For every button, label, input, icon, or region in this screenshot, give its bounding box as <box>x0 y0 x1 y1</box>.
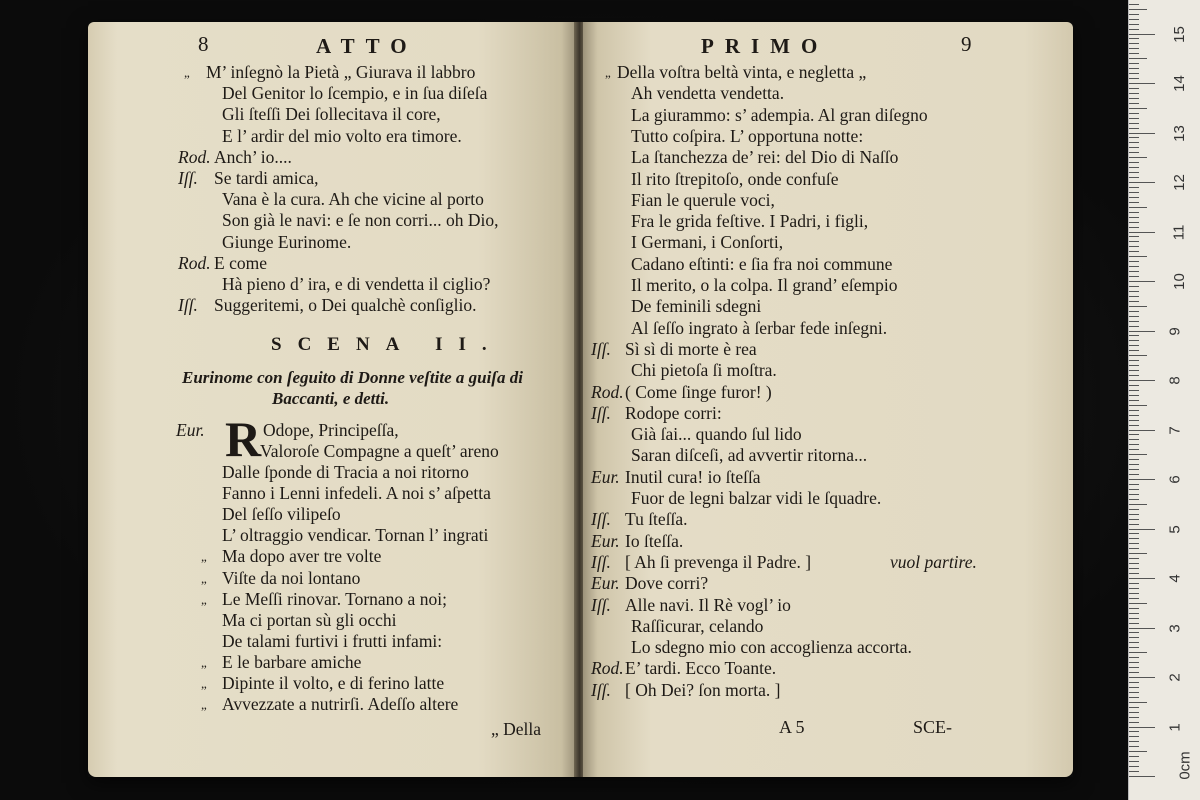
text-line: Del Genitor lo ſcempio, e in ſua diſeſa <box>222 83 488 104</box>
ruler-tick <box>1129 603 1147 604</box>
ruler-tick <box>1129 489 1139 490</box>
speaker-label: Eur. <box>591 466 620 487</box>
ruler-tick <box>1129 152 1139 153</box>
speaker-label: Eur. <box>591 530 620 551</box>
text-line: Anch’ io.... <box>214 146 292 167</box>
ruler-number: 14 <box>1170 75 1188 92</box>
scene-speaker: Eur. <box>176 420 205 440</box>
ruler-tick <box>1129 464 1139 465</box>
ruler-tick <box>1129 731 1139 732</box>
ruler-tick <box>1129 256 1147 257</box>
ruler-tick <box>1129 103 1139 104</box>
ruler-tick <box>1129 444 1139 445</box>
ruler-tick <box>1129 281 1155 282</box>
ruler-tick <box>1129 717 1139 718</box>
ruler-tick <box>1129 73 1139 74</box>
ruler-tick <box>1129 608 1139 609</box>
ruler-tick <box>1129 142 1139 143</box>
text-line: Fra le grida feſtive. I Padri, i figli, <box>631 211 869 232</box>
text-line: Dipinte il volto, e di ferino latte <box>222 673 445 693</box>
ruler-tick <box>1129 771 1139 772</box>
ruler-tick <box>1129 430 1155 431</box>
ruler-tick <box>1129 88 1139 89</box>
quote-mark: „ <box>201 549 207 565</box>
ruler-tick <box>1129 360 1139 361</box>
speaker-label: Iſſ. <box>591 338 611 359</box>
ruler-tick <box>1129 78 1139 79</box>
ruler-tick <box>1129 568 1139 569</box>
ruler-tick <box>1129 538 1139 539</box>
ruler-tick <box>1129 187 1139 188</box>
text-line: Fanno i Lenni infedeli. A noi s’ aſpetta <box>222 483 491 504</box>
ruler-tick <box>1129 316 1139 317</box>
ruler-tick <box>1129 246 1139 247</box>
ruler-tick <box>1129 583 1139 584</box>
text-line: Sì sì di morte è rea <box>625 338 757 359</box>
ruler-tick <box>1129 702 1147 703</box>
ruler-tick <box>1129 434 1139 435</box>
speaker-label: Eur. <box>591 573 620 594</box>
text-line: Il merito, o la colpa. Il grand’ eſempio <box>631 275 898 295</box>
left-page-number: 8 <box>198 32 209 56</box>
text-line: Suggeritemi, o Dei qualchè conſiglio. <box>214 295 477 316</box>
ruler-tick <box>1129 162 1139 163</box>
ruler-tick <box>1129 29 1139 30</box>
ruler-tick <box>1129 340 1139 341</box>
ruler-tick <box>1129 514 1139 515</box>
ruler-tick <box>1129 766 1139 767</box>
ruler-number: 7 <box>1166 425 1184 435</box>
left-running-head: ATTO <box>316 34 418 58</box>
ruler-tick <box>1129 232 1155 233</box>
ruler-tick <box>1129 756 1139 757</box>
ruler-tick <box>1129 736 1139 737</box>
ruler-number: 9 <box>1166 326 1184 336</box>
ruler-tick <box>1129 202 1139 203</box>
quote-mark: „ <box>201 591 207 607</box>
ruler-tick <box>1129 390 1139 391</box>
text-line: La giurammo: s’ adempia. Al gran diſegno <box>631 104 928 125</box>
ruler-tick <box>1129 9 1147 10</box>
ruler-tick <box>1129 222 1139 223</box>
ruler-tick <box>1129 628 1155 629</box>
text-line: Ma ci portan sù gli occhi <box>222 609 397 630</box>
ruler-number: 6 <box>1166 475 1184 484</box>
ruler-tick <box>1129 68 1139 69</box>
open-book <box>88 22 1073 777</box>
text-line: Già ſai... quando ſul lido <box>631 424 802 445</box>
ruler-tick <box>1129 375 1139 376</box>
text-line: I Germani, i Conſorti, <box>631 232 784 253</box>
ruler-tick <box>1129 335 1139 336</box>
ruler-tick <box>1129 682 1139 683</box>
quote-mark: „ <box>605 65 611 80</box>
text-line: Hà pieno d’ ira, e di vendetta il ciglio? <box>222 274 491 294</box>
ruler-tick <box>1129 123 1139 124</box>
ruler-tick <box>1129 667 1139 668</box>
speaker-label: Iſſ. <box>591 679 611 700</box>
stage-direction-line-1: Eurinome con ſeguito di Donne veſtite a guiſa di <box>182 368 523 387</box>
text-line: E’ tardi. Ecco Toante. <box>625 658 777 679</box>
ruler-tick <box>1129 543 1139 544</box>
speaker-label: Iſſ. <box>178 295 198 316</box>
text-line: Tutto coſpira. L’ opportuna notte: <box>631 125 864 146</box>
ruler-tick <box>1129 311 1139 312</box>
ruler-tick <box>1129 43 1139 44</box>
text-line: ( Come ſinge furor! ) <box>625 381 772 402</box>
text-line: Al ſeſſo ingrato à ſerbar fede inſegni. <box>631 317 888 338</box>
ruler-tick <box>1129 692 1139 693</box>
ruler-tick <box>1129 251 1139 252</box>
quote-mark: „ <box>201 676 207 691</box>
ruler-number: 11 <box>1170 224 1188 240</box>
ruler-tick <box>1129 331 1155 332</box>
ruler-tick <box>1129 385 1139 386</box>
ruler-number: 2 <box>1166 673 1184 682</box>
text-line: Io ſteſſa. <box>625 530 684 551</box>
speaker-label: Rod. <box>591 658 624 679</box>
right-running-head: PRIMO <box>701 34 829 58</box>
ruler-unit-label: 0cm <box>1176 751 1194 780</box>
ruler-tick <box>1129 53 1139 54</box>
ruler-tick <box>1129 776 1155 777</box>
speaker-label: Iſſ. <box>591 594 611 615</box>
ruler-tick <box>1129 524 1139 525</box>
text-line: Del ſeſſo vilipeſo <box>222 504 341 525</box>
ruler-tick <box>1129 469 1139 470</box>
text-line: M’ inſegnò la Pietà „ Giurava il labbro <box>206 62 476 82</box>
scene-first-line: Odope, Principeſſa, <box>263 420 399 440</box>
ruler-tick <box>1129 350 1139 351</box>
drop-cap: R <box>225 411 262 467</box>
signature-mark: A 5 <box>779 717 805 737</box>
ruler-number: 5 <box>1166 524 1184 534</box>
text-line: Gli ſteſſi Dei ſollecitava il core, <box>222 104 441 125</box>
ruler-tick <box>1129 395 1139 396</box>
ruler-tick <box>1129 321 1139 322</box>
ruler-tick <box>1129 439 1139 440</box>
ruler-tick <box>1129 459 1139 460</box>
ruler-tick <box>1129 687 1139 688</box>
ruler-tick <box>1129 4 1139 5</box>
quote-mark: „ <box>201 697 207 713</box>
ruler-tick <box>1129 83 1155 84</box>
ruler-tick <box>1129 147 1139 148</box>
text-line: Dalle ſponde di Tracia a noi ritorno <box>222 462 469 482</box>
ruler-tick <box>1129 642 1139 643</box>
ruler-number: 15 <box>1170 25 1188 43</box>
ruler-tick <box>1129 14 1139 15</box>
ruler-tick <box>1129 38 1139 39</box>
ruler-tick <box>1129 553 1147 554</box>
ruler-tick <box>1129 380 1155 381</box>
text-line: Avvezzate a nutrirſi. Adeſſo altere <box>222 694 459 715</box>
text-line: E l’ ardir del mio volto era timore. <box>222 125 462 146</box>
ruler-tick <box>1129 172 1139 173</box>
text-line: [ Ah ſi prevenga il Padre. ] <box>625 551 812 572</box>
ruler-tick <box>1129 588 1139 589</box>
ruler-tick <box>1129 652 1147 653</box>
ruler-tick <box>1129 533 1139 534</box>
quote-mark: „ <box>201 570 207 586</box>
text-line: Chi pietoſa ſi moſtra. <box>631 360 777 381</box>
ruler-tick <box>1129 420 1139 421</box>
text-line: [ Oh Dei? ſon morta. ] <box>625 679 781 700</box>
ruler-tick <box>1129 306 1147 307</box>
ruler-tick <box>1129 474 1139 475</box>
ruler-tick <box>1129 707 1139 708</box>
ruler-tick <box>1129 618 1139 619</box>
ruler-tick <box>1129 345 1139 346</box>
text-line: Tu ſteſſa. <box>625 509 688 530</box>
ruler-tick <box>1129 598 1139 599</box>
ruler-tick <box>1129 657 1139 658</box>
ruler-tick <box>1129 558 1139 559</box>
ruler-number: 10 <box>1170 273 1188 290</box>
text-line: Son già le navi: e ſe non corri... oh Dio, <box>222 210 499 231</box>
ruler-tick <box>1129 647 1139 648</box>
text-line: De feminili sdegni <box>631 296 762 317</box>
scene-title: SCENA II. <box>271 334 503 355</box>
ruler-tick <box>1129 276 1139 277</box>
ruler-tick <box>1129 167 1139 168</box>
text-line: Fuor de legni balzar vidi le ſquadre. <box>631 488 882 508</box>
speaker-label: Iſſ. <box>178 168 198 188</box>
text-line: Le Meſſi rinovar. Tornano a noi; <box>222 588 447 609</box>
ruler-tick <box>1129 227 1139 228</box>
ruler-tick <box>1129 712 1139 713</box>
ruler-tick <box>1129 563 1139 564</box>
text-line: Giunge Eurinome. <box>222 231 352 252</box>
ruler-tick <box>1129 519 1139 520</box>
ruler-tick <box>1129 296 1139 297</box>
ruler-tick <box>1129 241 1139 242</box>
ruler-tick <box>1129 449 1139 450</box>
ruler-tick <box>1129 93 1139 94</box>
stage-direction-line-2: Baccanti, e detti. <box>272 389 390 408</box>
ruler-tick <box>1129 637 1139 638</box>
ruler-tick <box>1129 751 1147 752</box>
ruler-tick <box>1129 118 1139 119</box>
ruler-tick <box>1129 672 1139 673</box>
ruler-tick <box>1129 98 1139 99</box>
ruler-tick <box>1129 415 1139 416</box>
ruler-tick <box>1129 48 1139 49</box>
ruler-tick <box>1129 593 1139 594</box>
ruler-tick <box>1129 301 1139 302</box>
scene-second-line: Valoroſe Compagne a queſt’ areno <box>260 441 499 461</box>
text-line: Ah vendetta vendetta. <box>631 83 785 104</box>
ruler-number: 13 <box>1170 124 1188 142</box>
text-line: Alle navi. Il Rè vogl’ io <box>625 594 791 615</box>
ruler-tick <box>1129 365 1139 366</box>
right-page <box>583 22 1073 777</box>
ruler-tick <box>1129 499 1139 500</box>
ruler-tick <box>1129 182 1155 183</box>
ruler-tick <box>1129 266 1139 267</box>
ruler-tick <box>1129 291 1139 292</box>
ruler-tick <box>1129 454 1147 455</box>
text-line: Viſte da noi lontano <box>222 567 361 588</box>
ruler-tick <box>1129 19 1139 20</box>
right-page-number: 9 <box>961 32 972 56</box>
ruler-tick <box>1129 741 1139 742</box>
ruler-tick <box>1129 504 1147 505</box>
ruler-tick <box>1129 722 1139 723</box>
text-line: Raſſicurar, celando <box>631 615 764 636</box>
ruler-number: 1 <box>1166 722 1184 732</box>
ruler-tick <box>1129 113 1139 114</box>
ruler-tick <box>1129 370 1139 371</box>
ruler-tick <box>1129 128 1139 129</box>
measurement-ruler <box>1128 0 1200 800</box>
ruler-number: 8 <box>1166 376 1184 385</box>
text-line: Vana è la cura. Ah che vicine al porto <box>222 189 484 210</box>
text-line: Della voſtra beltà vinta, e negletta „ <box>617 62 867 82</box>
speaker-label: Iſſ. <box>591 402 611 423</box>
ruler-tick <box>1129 207 1147 208</box>
ruler-tick <box>1129 410 1139 411</box>
ruler-tick <box>1129 236 1139 237</box>
text-line: Saran diſceſi, ad avvertir ritorna... <box>631 445 868 466</box>
ruler-tick <box>1129 632 1139 633</box>
text-line: Cadano eſtinti: e ſia fra noi commune <box>631 253 893 274</box>
ruler-tick <box>1129 697 1139 698</box>
speaker-label: Rod. <box>591 381 624 402</box>
text-line: L’ oltraggio vendicar. Tornan l’ ingrati <box>222 525 489 546</box>
ruler-tick <box>1129 212 1139 213</box>
ruler-tick <box>1129 573 1139 574</box>
ruler-number: 12 <box>1170 174 1188 191</box>
ruler-tick <box>1129 529 1155 530</box>
ruler-tick <box>1129 548 1139 549</box>
ruler-tick <box>1129 494 1139 495</box>
ruler-tick <box>1129 405 1147 406</box>
ruler-tick <box>1129 137 1139 138</box>
ruler-tick <box>1129 63 1139 64</box>
left-page <box>88 22 576 777</box>
ruler-tick <box>1129 727 1155 728</box>
ruler-tick <box>1129 400 1139 401</box>
ruler-tick <box>1129 484 1139 485</box>
ruler-tick <box>1129 509 1139 510</box>
ruler-tick <box>1129 326 1139 327</box>
text-line: Lo sdegno mio con accoglienza accorta. <box>631 637 912 658</box>
ruler-number: 3 <box>1166 623 1184 633</box>
ruler-tick <box>1129 157 1147 158</box>
stage-direction: vuol partire. <box>890 551 977 572</box>
ruler-tick <box>1129 761 1139 762</box>
ruler-tick <box>1129 217 1139 218</box>
text-line: E le barbare amiche <box>222 651 362 672</box>
ruler-tick <box>1129 425 1139 426</box>
text-line: E come <box>214 252 267 273</box>
speaker-label: Rod. <box>178 252 211 273</box>
ruler-tick <box>1129 24 1139 25</box>
speaker-label: Iſſ. <box>591 551 611 572</box>
ruler-tick <box>1129 479 1155 480</box>
left-catchword: „ Della <box>491 719 542 739</box>
text-line: Inutil cura! io ſteſſa <box>625 466 761 487</box>
ruler-tick <box>1129 746 1139 747</box>
text-line: Rodope corri: <box>625 402 722 423</box>
text-line: Il rito ſtrepitoſo, onde confuſe <box>631 168 839 189</box>
ruler-tick <box>1129 623 1139 624</box>
text-line: La ſtanchezza de’ rei: del Dio di Naſſo <box>631 147 899 168</box>
ruler-tick <box>1129 177 1139 178</box>
ruler-tick <box>1129 286 1139 287</box>
ruler-tick <box>1129 578 1155 579</box>
ruler-tick <box>1129 662 1139 663</box>
quote-mark: „ <box>201 654 207 670</box>
speaker-label: Rod. <box>178 146 211 167</box>
right-catchword: SCE- <box>913 717 953 737</box>
text-line: Dove corri? <box>625 573 709 594</box>
ruler-tick <box>1129 34 1155 35</box>
ruler-tick <box>1129 677 1155 678</box>
ruler-tick <box>1129 613 1139 614</box>
ruler-tick <box>1129 197 1139 198</box>
ruler-tick <box>1129 108 1147 109</box>
ruler-number: 4 <box>1166 574 1184 583</box>
text-line: De talami furtivi i frutti infami: <box>222 630 443 651</box>
text-line: Fian le querule voci, <box>631 189 775 210</box>
quote-mark: „ <box>184 65 190 80</box>
speaker-label: Iſſ. <box>591 509 611 530</box>
text-line: Se tardi amica, <box>214 168 319 188</box>
text-line: Ma dopo aver tre volte <box>222 546 382 567</box>
ruler-tick <box>1129 58 1147 59</box>
ruler-tick <box>1129 133 1155 134</box>
ruler-tick <box>1129 355 1147 356</box>
ruler-tick <box>1129 192 1139 193</box>
ruler-tick <box>1129 271 1139 272</box>
ruler-tick <box>1129 261 1139 262</box>
